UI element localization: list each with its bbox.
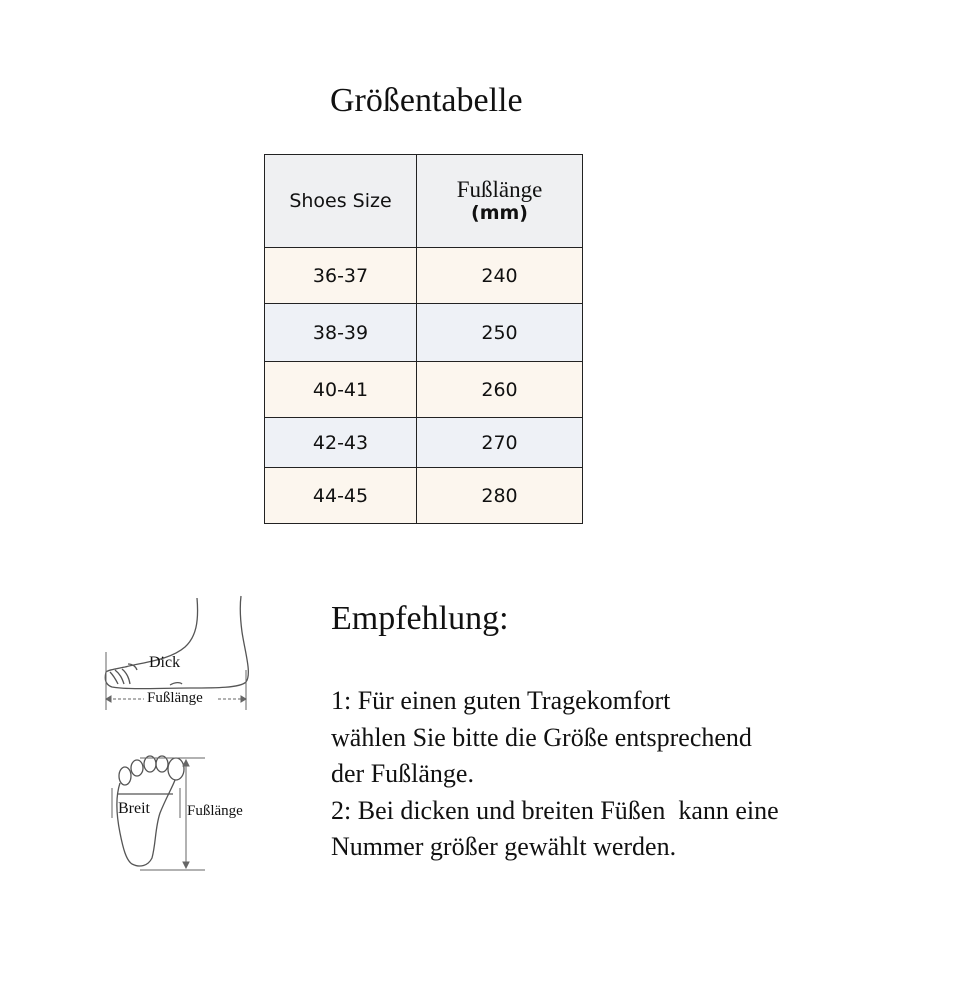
cell-length: 240 [417, 248, 583, 304]
cell-length: 260 [417, 362, 583, 418]
recommendation-heading: Empfehlung: [331, 600, 509, 637]
table-row [265, 248, 583, 304]
cell-size: 38-39 [265, 304, 417, 362]
cell-size: 44-45 [265, 468, 417, 524]
header-shoes-size: Shoes Size [265, 155, 417, 248]
header-foot-length-label: Fußlänge [456, 177, 543, 202]
recommendation-line: 2: Bei dicken und breiten Füßen kann eine [331, 795, 779, 825]
cell-size: 40-41 [265, 362, 417, 418]
cell-length: 270 [417, 418, 583, 468]
side-length-label: Fußlänge [147, 690, 203, 706]
table-row [265, 362, 583, 418]
cell-length: 250 [417, 304, 583, 362]
recommendation-line: Nummer größer gewählt werden. [331, 832, 677, 861]
page-title: Größentabelle [330, 82, 523, 119]
top-length-label: Fußlänge [187, 803, 243, 819]
header-foot-length [417, 155, 583, 248]
cell-size: 36-37 [265, 248, 417, 304]
cell-length: 280 [417, 468, 583, 524]
recommendation-line: der Fußlänge. [331, 759, 474, 788]
table-row [265, 304, 583, 362]
size-table [264, 154, 583, 524]
table-header-row [265, 155, 583, 248]
recommendation-line: 1: Für einen guten Tragekomfort [331, 686, 671, 715]
top-breit-label: Breit [118, 800, 150, 817]
table-row [265, 468, 583, 524]
cell-size: 42-43 [265, 418, 417, 468]
recommendation-line: wählen Sie bitte die Größe entsprechend [331, 722, 752, 752]
recommendation-text [331, 683, 779, 866]
table-row [265, 418, 583, 468]
header-foot-length-unit: (mm) [471, 202, 528, 224]
side-dick-label: Dick [149, 654, 181, 671]
